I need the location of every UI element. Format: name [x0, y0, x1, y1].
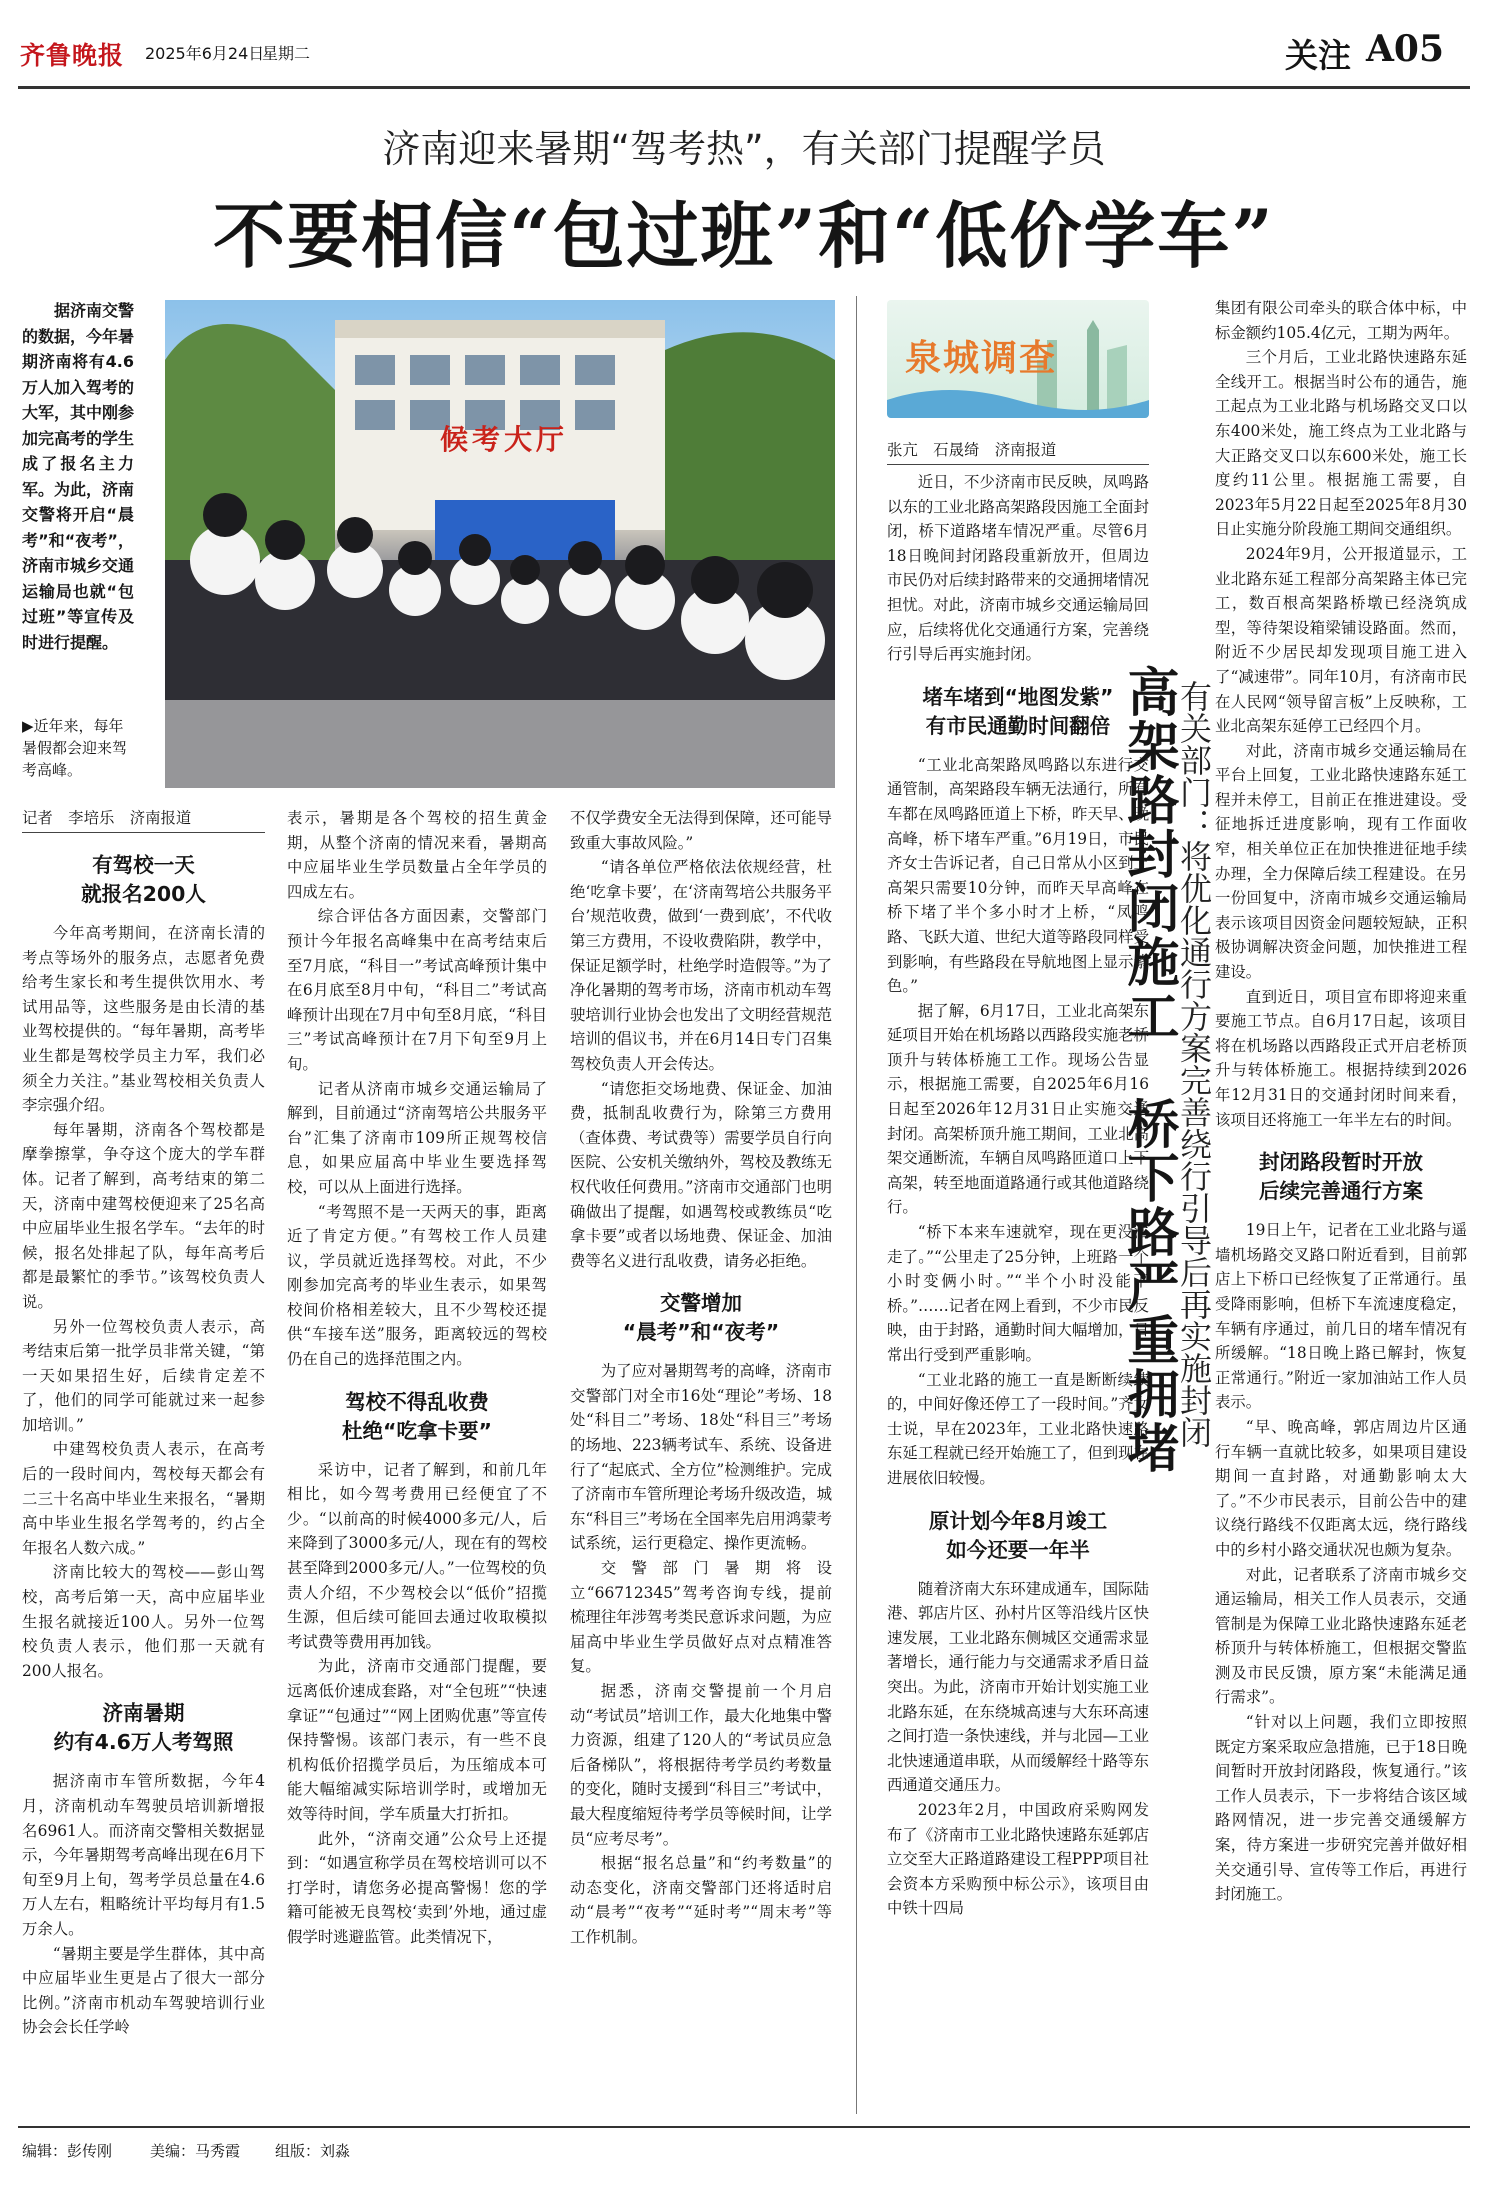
headline-main: 不要相信“包过班”和“低价学车”: [213, 193, 1275, 278]
subhead-4: 交警增加 “晨考”和“夜考”: [622, 1291, 780, 1345]
subhead-2: 济南暑期 约有4.6万人考驾照: [53, 1701, 234, 1755]
article-column-5: 集团有限公司牵头的联合体中标，中标金额约105.4亿元，工期为两年。 三个月后，工业北路快速路东延全线开工。根据当时公布的通告，施工起点为工业北路与机场路交叉口以东400米处，施工终点为工业北路与大正路交叉口以东600米处，施工长度约11公里。根据施工需要，自2023年5月22日起至2025年8月30日止实施分阶段施工期间交通组织。 2024年9月，公开报道显示，工业北路东延工程部分高架路主体已完工，数百根高架路桥墩已经浇筑成型，等待架设箱梁铺设路面。然而，附近不少居民却发现项目施工进入了“减速带”。同年10月，有济南市民在人民网“领导留言板”上反映称，工业北高架东延停工已经四个月。 对此，济南市城乡交通运输局在平台上回复，工业北路快速路东延工程并未停工，目前正在推进建设。受征地拆迁进度影响，现有工作面收窄，相关单位正在加快推进征地手续办理，全力保障后续工程建设。在另一份回复中，济南市城乡交通运输局表示该项目因资金问题较短缺，正积极协调解决资金问题，加快推进工程建设。 直到近日，项目宣布即将迎来重要施工节点。自6月17日起，该项目将在机场路以西路段正式开启老桥顶升与转体桥施工。根据持续到2026年12月31日的交通封闭时间来看，该项目还将施工一年半左右的时间。 封闭路段暂时开放 后续完善通行方案 19日上午，记者在工业北路与遥墙机场路交叉路口附近看到，目前郭店上下桥口已经恢复了正常通行。虽受降雨影响，但桥下车流速度稳定，车辆有序通过，前几日的堵车情况有所缓解。“18日晚上路已解封，恢复正常通行。”附近一家加油站工作人员表示。 “早、晚高峰，郭店周边片区通行车辆一直就比较多，如果项目建设期间一直封路，对通勤影响太大了。”不少市民表示，目前公告中的建议绕行路线不仅距离太远，绕行路线中的乡村小路交通状况也颇为复杂。 对此，记者联系了济南市城乡交通运输局，相关工作人员表示，交通管制是为保障工业北路快速路东延老桥顶升与转体桥施工，但根据交警监测及市民反馈，原方案“未能满足通行需求”。 “针对以上问题，我们立即按照既定方案采取应急措施，已于18日晚间暂时开放封闭路段，恢复通行。”该工作人员表示，下一步将结合该区域路网情况，进一步完善交通缓解方案，待方案进一步研究完善并做好相关交通引导、宣传等工作后，再进行封闭施工。: [1215, 299, 1467, 1904]
page-number: A05: [1366, 28, 1445, 70]
byline-right: 张亢 石晟绮 济南报道: [887, 438, 1149, 465]
right-headline-vertical: 高架路封闭施工 桥下路严重拥堵: [1118, 665, 1179, 1475]
issue-weekday: 星期二: [262, 44, 311, 63]
footer-designer: 美编：马秀霞: [150, 2142, 241, 2160]
right-kicker-vertical: 有关部门：将优化通行方案完善绕行引导后再实施封闭: [1175, 680, 1213, 1448]
footer-proof: 组版：刘淼: [275, 2142, 351, 2160]
article-column-2: 表示，暑期是各个驾校的招生黄金期，从整个济南的情况来看，暑期高中应届毕业生学员数量占全年学员的四成左右。 综合评估各方面因素，交警部门预计今年报名高峰集中在高考结束后至7月底，“科目一”考试高峰预计集中在6月底至8月中旬，“科目二”考试高峰预计出现在7月中旬至8月底，“科目三”考试高峰预计在7月下旬至9月上旬。 记者从济南市城乡交通运输局了解到，目前通过“济南驾培公共服务平台”汇集了济南市109所正规驾校信息，如果应届高中毕业生要选择驾校，可以从上面进行选择。 “考驾照不是一天两天的事，距离近了肯定方便。”有驾校工作人员建议，学员就近选择驾校。对此，不少刚参加完高考的毕业生表示，如果驾校间价格相差较大，且不少驾校还提供“车接车送”服务，距离较远的驾校仍在自己的选择范围之内。 驾校不得乱收费 杜绝“吃拿卡要” 采访中，记者了解到，和前几年相比，如今驾考费用已经便宜了不少。“以前高的时候4000多元/人，后来降到了3000多元/人，现在有的驾校甚至降到2000多元/人。”一位驾校的负责人介绍，不少驾校会以“低价”招揽生源，但后续可能回去通过收取模拟考试费等费用再加钱。 为此，济南市交通部门提醒，要远离低价速成套路，对“全包班”“快速拿证”“包通过”“网上团购优惠”等宣传保持警惕。该部门表示，有一些不良机构低价招揽学员后，为压缩成本可能大幅缩减实际培训学时，或增加无效等待时间，学车质量大打折扣。 此外，“济南交通”公众号上还提到：“如遇宣称学员在驾校培训可以不打学时，请您务必提高警惕！您的学籍可能被无良驾校‘卖到’外地，通过虚假学时逃避监管。此类情况下，: [287, 809, 547, 1946]
header-rule: [18, 86, 1470, 89]
article-column-4: 近日，不少济南市民反映，凤鸣路以东的工业北路高架路段因施工全面封闭，桥下道路堵车情况严重。尽管6月18日晚间封闭路段重新放开，但周边市民仍对后续封路带来的交通拥堵情况担忧。对此，济南市城乡交通运输局回应，后续将优化交通通行方案，完善绕行引导后再实施封闭。 堵车堵到“地图发紫” 有市民通勤时间翻倍 “工业北高架路凤鸣路以东进行交通管制，高架路段车辆无法通行，所有车都在凤鸣路匝道上下桥，昨天早、晚高峰，桥下堵车严重。”6月19日，市民齐女士告诉记者，自己日常从小区到上高架只需要10分钟，而昨天早高峰在桥下堵了半个多小时才上桥，“凤鸣路、飞跃大道、世纪大道等路段同样受到影响，有些路段在导航地图上显示紫色。” 据了解，6月17日，工业北高架东延项目开始在机场路以西路段实施老桥顶升与转体桥施工工作。现场公告显示，根据施工需要，自2025年6月16日起至2026年12月31日止实施交通封闭。高架桥顶升施工期间，工业北高架交通断流，车辆自凤鸣路匝道口上下高架，转至地面道路通行或其他道路绕行。 “桥下本来车速就窄，现在更没法走了。”“公里走了25分钟，上班路一个小时变俩小时。”“半个小时没能下桥。”……记者在网上看到，不少市民反映，由于封路，通勤时间大幅增加，日常出行受到严重影响。 “工业北路的施工一直是断断续续的，中间好像还停工了一段时间。”齐女士说，早在2023年，工业北路快速路东延工程就已经开始施工了，但到现在进展依旧较慢。 原计划今年8月竣工 如今还要一年半 随着济南大东环建成通车，国际陆港、郭店片区、孙村片区等沿线片区快速发展，工业北路东侧城区交通需求显著增长，通行能力与交通需求矛盾日益突出。为此，济南市开始计划实施工业北路东延，在东绕城高速与大东环高速之间打造一条快速线，并与北园—工业北快速通道串联，从而缓解经十路等东西通道交通压力。 2023年2月，中国政府采购网发布了《济南市工业北路快速路东延郭店立交至大正路道路建设工程PPP项目社会资本方采购预中标公示》，该项目由中铁十四局: [887, 473, 1149, 1918]
article-column-3: 不仅学费安全无法得到保障，还可能导致重大事故风险。” “请各单位严格依法依规经营，杜绝‘吃拿卡要’，在‘济南驾培公共服务平台’规范收费，做到‘一费到底’，不代收第三方费用，不设收费陷阱，教学中，保证足额学时，杜绝学时造假等。”为了净化暑期的驾考市场，济南市机动车驾驶培训行业协会也发出了文明经营规范培训的倡议书，并在6月14日专门召集驾校负责人开会传达。 “请您拒交场地费、保证金、加油费，抵制乱收费行为，除第三方费用（查体费、考试费等）需要学员自行向医院、公安机关缴纳外，驾校及教练无权代收任何费用。”济南市交通部门也明确做出了提醒，如遇驾校或教练员“吃拿卡要”或者以场地费、保证金、加油费等名义进行乱收费，请务必拒绝。 交警增加 “晨考”和“夜考” 为了应对暑期驾考的高峰，济南市交警部门对全市16处“理论”考场、18处“科目二”考场、18处“科目三”考场的场地、223辆考试车、系统、设备进行了“起底式、全方位”检测维护。完成了济南市车管所理论考场升级改造，城东“科目三”考场在全国率先启用鸿蒙考试系统，运行更稳定、操作更流畅。 交警部门暑期将设立“66712345”驾考咨询专线，提前梳理往年涉驾考类民意诉求问题，为应届高中毕业生学员做好点对点精准答复。 据悉，济南交警提前一个月启动“考试员”培训工作，最大化地集中警力资源，组建了120人的“考试员应急后备梯队”，将根据待考学员约考数量的变化，随时支援到“科目三”考试中，最大程度缩短待考学员等候时间，让学员“应考尽考”。 根据“报名总量”和“约考数量”的动态变化，济南交警部门还将适时启动“晨考”“夜考”“延时考”“周末考”等工作机制。: [570, 809, 832, 1946]
subhead-7: 封闭路段暂时开放 后续完善通行方案: [1259, 1150, 1423, 1204]
subhead-5: 堵车堵到“地图发紫” 有市民通勤时间翻倍: [922, 684, 1114, 738]
column-logo: [887, 300, 1149, 418]
subhead-6: 原计划今年8月竣工 如今还要一年半: [928, 1508, 1108, 1562]
byline-left: 记者 李培乐 济南报道: [22, 806, 265, 833]
article-column-1: 有驾校一天 就报名200人 今年高考期间，在济南长清的考点等场外的服务点，志愿者免费给考生家长和考生提供饮用水、考试用品等，这些服务是由长清的基业驾校提供的。“每年暑期，高考毕业生都是驾校学员主力军，我们必须全力关注。”基业驾校相关负责人李宗强介绍。 每年暑期，济南各个驾校都是摩拳擦掌，争夺这个庞大的学车群体。记者了解到，高考结束的第二天，济南中建驾校便迎来了25名高中应届毕业生报名学车。“去年的时候，报名处排起了队，每年高考后都是最繁忙的季节。”该驾校负责人说。 另外一位驾校负责人表示，高考结束后第一批学员非常关键，“第一天如果招生好，后续肯定差不了，他们的同学可能就过来一起参加培训。” 中建驾校负责人表示，在高考后的一段时间内，驾校每天都会有二三十名高中毕业生来报名，“暑期高中毕业生报名学驾考的，约占全年报名人数六成。” 济南比较大的驾校——彭山驾校，高考后第一天，高中应届毕业生报名就接近100人。另外一位驾校负责人表示，他们那一天就有200人报名。 济南暑期 约有4.6万人考驾照 据济南市车管所数据，今年4月，济南机动车驾驶员培训新增报名6961人。而济南交警相关数据显示，今年暑期驾考高峰出现在6月下旬至9月上旬，驾考学员总量在4.6万人左右，粗略统计平均每月有1.5万余人。 “暑期主要是学生群体，其中高中应届毕业生更是占了很大一部分比例。”济南市机动车驾驶培训行业协会会长任学岭: [22, 853, 265, 2037]
section-name: 关注: [1285, 36, 1351, 75]
masthead-logo: 齐鲁晚报: [20, 41, 125, 70]
issue-date: 2025年6月24日: [145, 44, 265, 63]
subhead-1: 有驾校一天 就报名200人: [81, 853, 206, 906]
footer-rule: [18, 2126, 1470, 2128]
exam-hall-photo: [165, 300, 835, 788]
exam-hall-sign: 候考大厅: [440, 423, 569, 456]
photo-caption: ▶近年来，每年暑假都会迎来驾考高峰。: [22, 717, 128, 779]
footer-editor: 编辑：彭传刚: [22, 2142, 113, 2160]
photo-scene: [165, 300, 835, 788]
article-divider: [856, 296, 857, 2114]
lead-paragraph: 据济南交警的数据，今年暑期济南将有4.6万人加入驾考的大军，其中刚参加完高考的学生成了报名主力军。为此，济南交警将开启“晨考”和“夜考”，济南市城乡交通运输局也就“包过班”等宣传及时进行提醒。: [22, 301, 134, 652]
subhead-3: 驾校不得乱收费 杜绝“吃拿卡要”: [342, 1389, 492, 1443]
headline-kicker: 济南迎来暑期“驾考热”，有关部门提醒学员: [382, 127, 1106, 171]
column-logo-text: 泉城调查: [905, 337, 1058, 379]
